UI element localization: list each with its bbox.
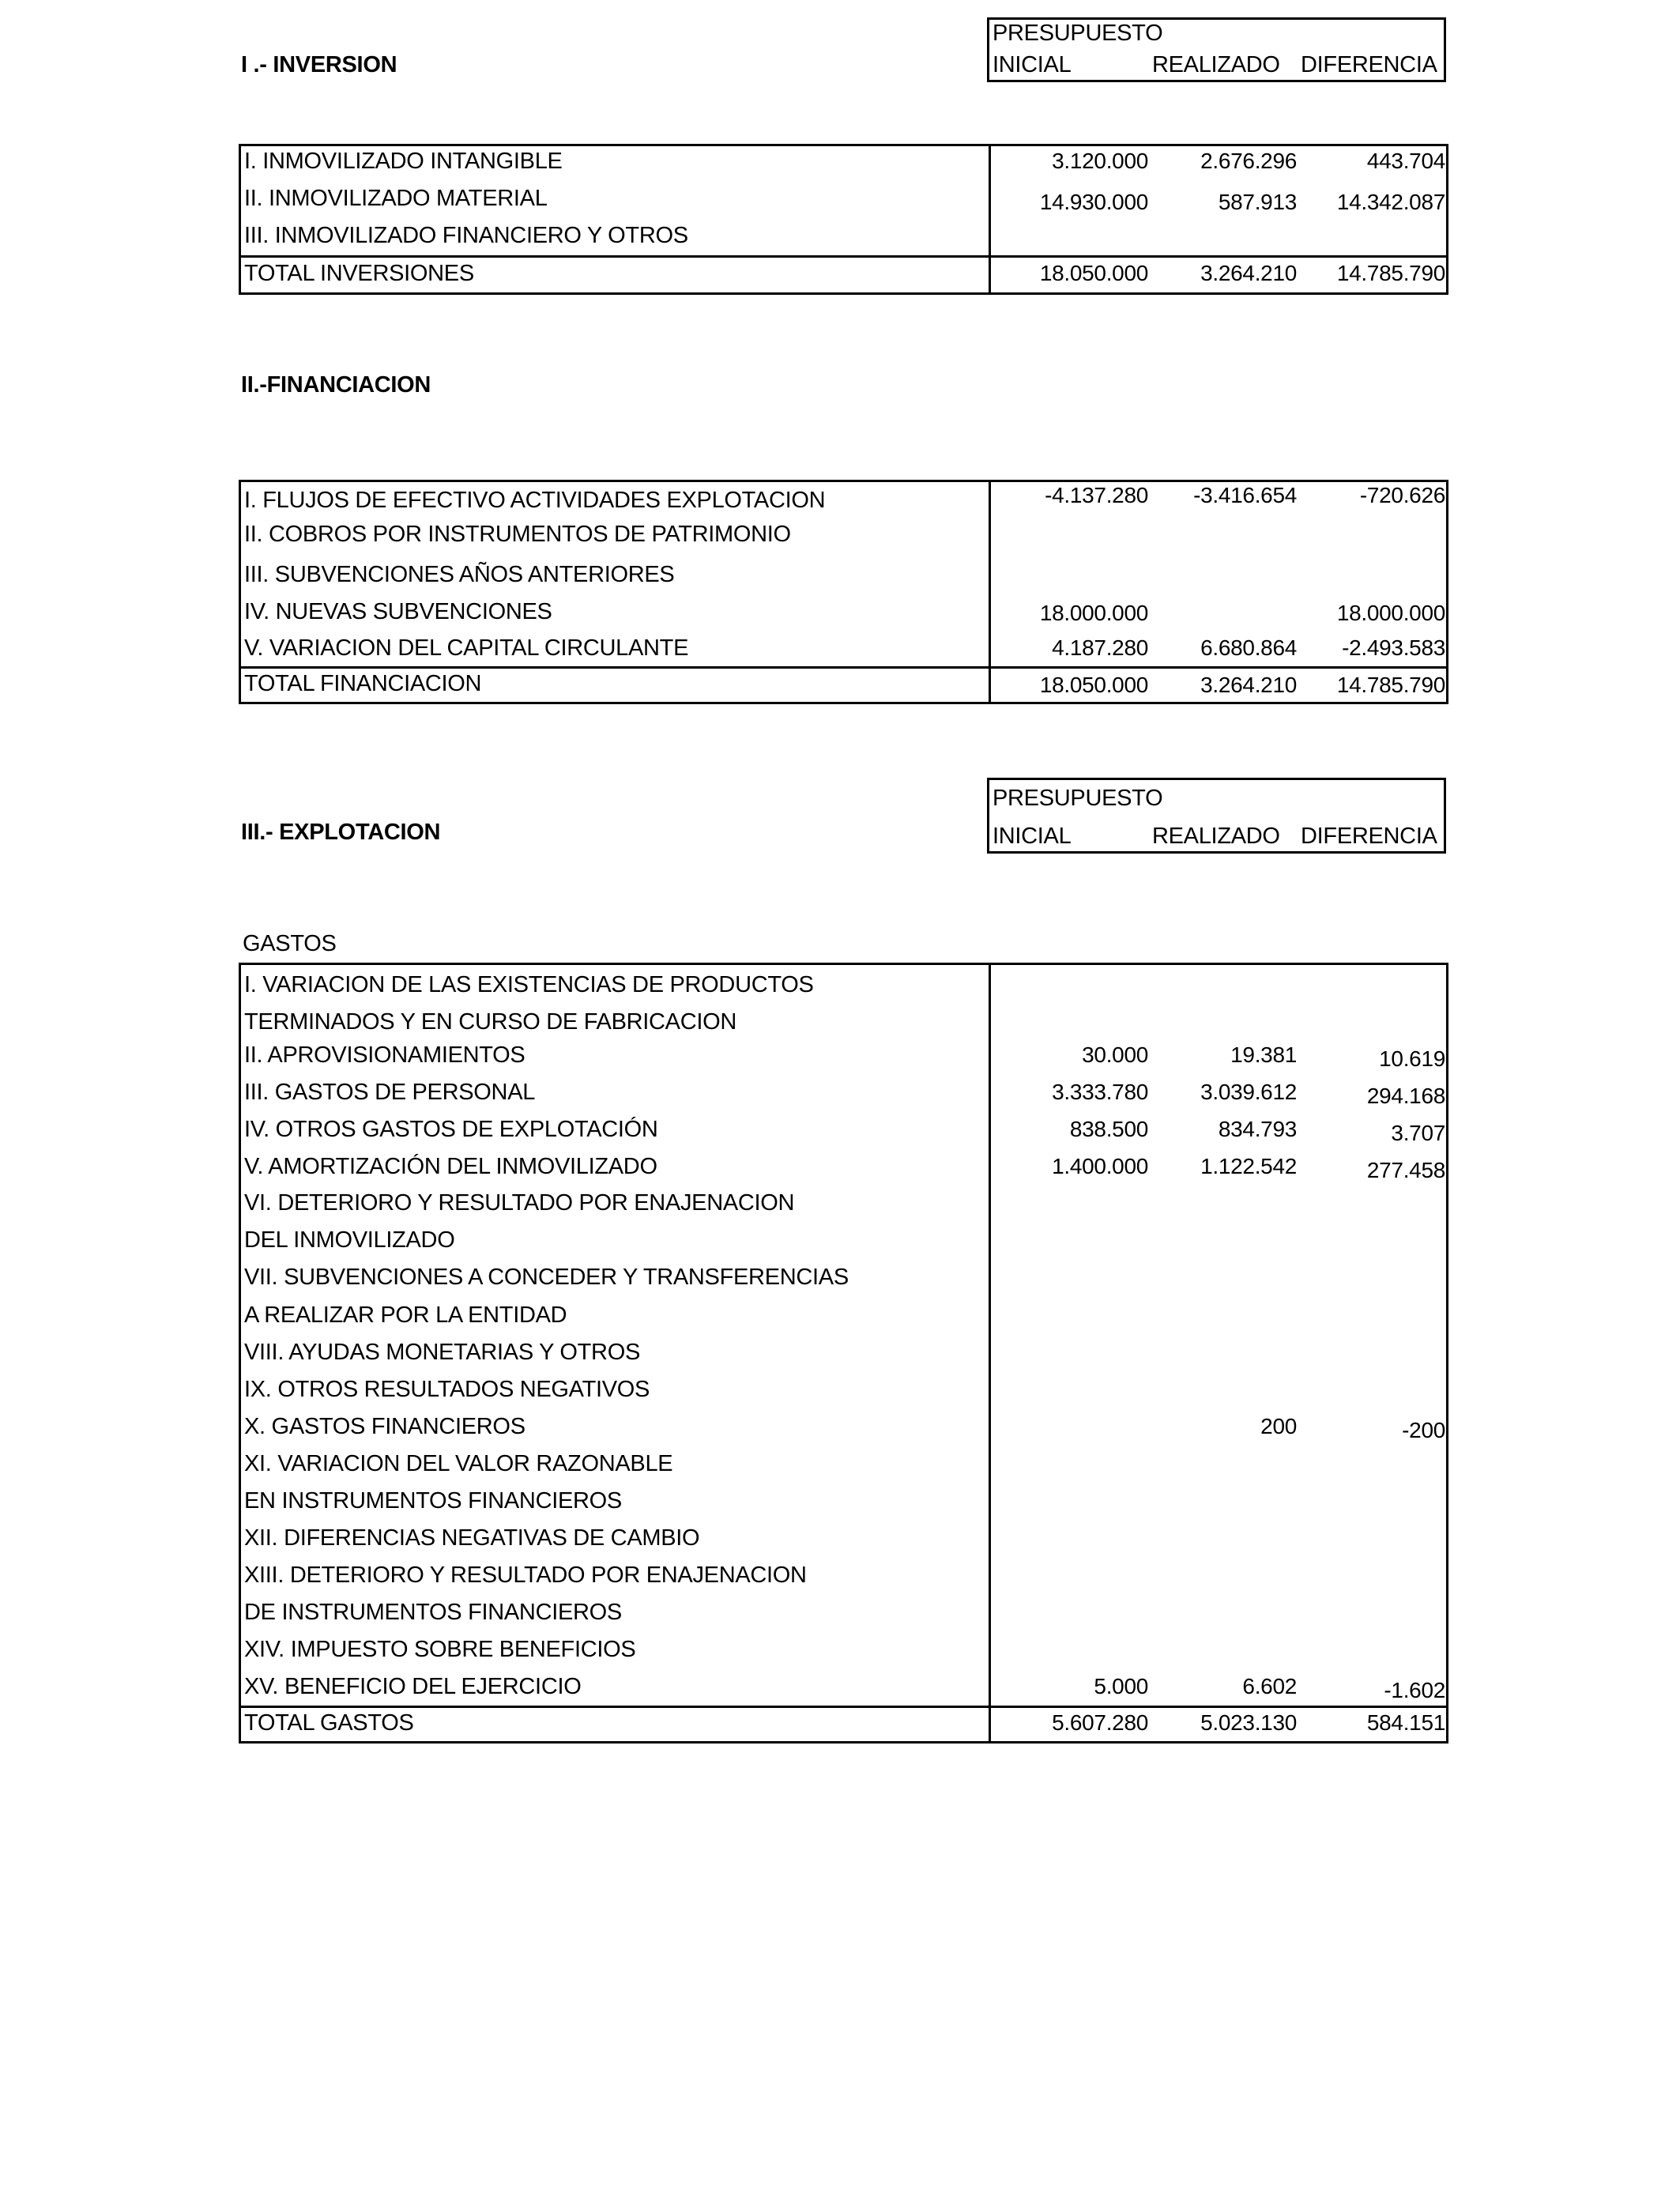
header-realizado: REALIZADO [1152, 824, 1280, 849]
table-row-label: IX. OTROS RESULTADOS NEGATIVOS [244, 1377, 650, 1402]
table-cell-realizado: 2.676.296 [1200, 149, 1297, 173]
header-diferencia: DIFERENCIA [1301, 824, 1437, 849]
table-row-label: XIII. DETERIORO Y RESULTADO POR ENAJENACION [244, 1563, 807, 1588]
table-row-label: VIII. AYUDAS MONETARIAS Y OTROS [244, 1340, 641, 1365]
table-row-label: DEL INMOVILIZADO [244, 1227, 455, 1253]
table-row-label: DE INSTRUMENTOS FINANCIEROS [244, 1600, 622, 1625]
total-row-label: TOTAL INVERSIONES [244, 261, 474, 286]
table-row-label: IV. OTROS GASTOS DE EXPLOTACIÓN [244, 1117, 658, 1142]
table-cell-inicial: 4.187.280 [1052, 635, 1148, 660]
table-row-label: V. VARIACION DEL CAPITAL CIRCULANTE [244, 635, 689, 661]
table-cell-diferencia: -720.626 [1359, 483, 1445, 507]
table-row-label: I. FLUJOS DE EFECTIVO ACTIVIDADES EXPLOTACION [244, 488, 826, 513]
table-cell-diferencia: -2.493.583 [1342, 635, 1445, 660]
table-row-label: III. SUBVENCIONES AÑOS ANTERIORES [244, 562, 675, 587]
table-row-label: II. APROVISIONAMIENTOS [244, 1042, 525, 1068]
table-cell-diferencia: 443.704 [1366, 149, 1445, 173]
table-row-label: I. INMOVILIZADO INTANGIBLE [244, 149, 563, 174]
table-row-label: II. INMOVILIZADO MATERIAL [244, 186, 548, 211]
table-cell-realizado: 6.602 [1242, 1674, 1297, 1698]
table-row-label: II. COBROS POR INSTRUMENTOS DE PATRIMONIO [244, 522, 791, 547]
header-presupuesto: PRESUPUESTO [993, 786, 1163, 811]
table-row-label: IV. NUEVAS SUBVENCIONES [244, 599, 552, 624]
table-cell-inicial: -4.137.280 [1045, 483, 1148, 507]
table-cell-realizado: -3.416.654 [1193, 483, 1297, 507]
table-cell-diferencia: 294.168 [1366, 1084, 1445, 1108]
table-cell-realizado: 19.381 [1230, 1042, 1297, 1067]
table-row-label: III. INMOVILIZADO FINANCIERO Y OTROS [244, 223, 688, 248]
table-row-label: VII. SUBVENCIONES A CONCEDER Y TRANSFERENCIAS [244, 1265, 849, 1290]
table-cell-inicial: 30.000 [1082, 1042, 1148, 1067]
section-title-inversion: I .- INVERSION [241, 52, 397, 77]
table-cell-inicial: 3.120.000 [1052, 149, 1148, 173]
total-cell-inicial: 5.607.280 [1052, 1710, 1148, 1735]
table-cell-inicial: 1.400.000 [1052, 1154, 1148, 1178]
header-inicial: INICIAL [993, 824, 1072, 849]
total-cell-inicial: 18.050.000 [1039, 261, 1148, 285]
table-row-label: EN INSTRUMENTOS FINANCIEROS [244, 1488, 622, 1514]
total-cell-diferencia: 14.785.790 [1336, 261, 1445, 285]
table-cell-diferencia: -1.602 [1384, 1678, 1445, 1702]
table-row-label: XV. BENEFICIO DEL EJERCICIO [244, 1674, 582, 1699]
table-cell-inicial: 3.333.780 [1052, 1080, 1148, 1104]
table-cell-diferencia: 3.707 [1391, 1121, 1445, 1145]
total-cell-inicial: 18.050.000 [1039, 673, 1148, 697]
table-cell-inicial: 18.000.000 [1039, 601, 1148, 625]
total-cell-realizado: 3.264.210 [1200, 261, 1297, 285]
table-cell-inicial: 5.000 [1094, 1674, 1148, 1698]
table-cell-diferencia: 10.619 [1379, 1046, 1445, 1071]
table-cell-realizado: 200 [1260, 1414, 1297, 1438]
table-row-label: X. GASTOS FINANCIEROS [244, 1414, 525, 1439]
table-row-label: TERMINADOS Y EN CURSO DE FABRICACION [244, 1009, 737, 1035]
table-row-label: III. GASTOS DE PERSONAL [244, 1080, 536, 1105]
table-cell-diferencia: -200 [1402, 1418, 1445, 1442]
table-cell-inicial: 838.500 [1069, 1117, 1148, 1141]
section-title-explotacion: III.- EXPLOTACION [241, 820, 441, 845]
table-row-label: A REALIZAR POR LA ENTIDAD [244, 1302, 567, 1328]
table-cell-realizado: 587.913 [1218, 190, 1297, 214]
table-cell-realizado: 834.793 [1218, 1117, 1297, 1141]
table-cell-realizado: 3.039.612 [1200, 1080, 1297, 1104]
header-realizado: REALIZADO [1152, 52, 1280, 77]
table-cell-diferencia: 277.458 [1366, 1158, 1445, 1182]
header-presupuesto: PRESUPUESTO [993, 21, 1163, 46]
gastos-label: GASTOS [243, 931, 337, 956]
table-row-label: V. AMORTIZACIÓN DEL INMOVILIZADO [244, 1154, 657, 1179]
table-cell-diferencia: 18.000.000 [1336, 601, 1445, 625]
header-diferencia: DIFERENCIA [1301, 52, 1437, 77]
table-cell-diferencia: 14.342.087 [1336, 190, 1445, 214]
total-cell-realizado: 3.264.210 [1200, 673, 1297, 697]
table-row-label: I. VARIACION DE LAS EXISTENCIAS DE PRODUCTOS [244, 972, 814, 997]
total-cell-diferencia: 584.151 [1366, 1710, 1445, 1735]
header-inicial: INICIAL [993, 52, 1072, 77]
total-cell-diferencia: 14.785.790 [1336, 673, 1445, 697]
table-cell-realizado: 1.122.542 [1200, 1154, 1297, 1178]
section-title-financiacion: II.-FINANCIACION [241, 372, 431, 398]
total-cell-realizado: 5.023.130 [1200, 1710, 1297, 1735]
total-row-label: TOTAL GASTOS [244, 1710, 414, 1736]
table-row-label: XII. DIFERENCIAS NEGATIVAS DE CAMBIO [244, 1525, 700, 1551]
table-cell-inicial: 14.930.000 [1039, 190, 1148, 214]
table-row-label: XIV. IMPUESTO SOBRE BENEFICIOS [244, 1637, 636, 1662]
table-row-label: XI. VARIACION DEL VALOR RAZONABLE [244, 1451, 673, 1476]
table-cell-realizado: 6.680.864 [1200, 635, 1297, 660]
total-row-label: TOTAL FINANCIACION [244, 671, 482, 696]
table-row-label: VI. DETERIORO Y RESULTADO POR ENAJENACION [244, 1190, 795, 1216]
